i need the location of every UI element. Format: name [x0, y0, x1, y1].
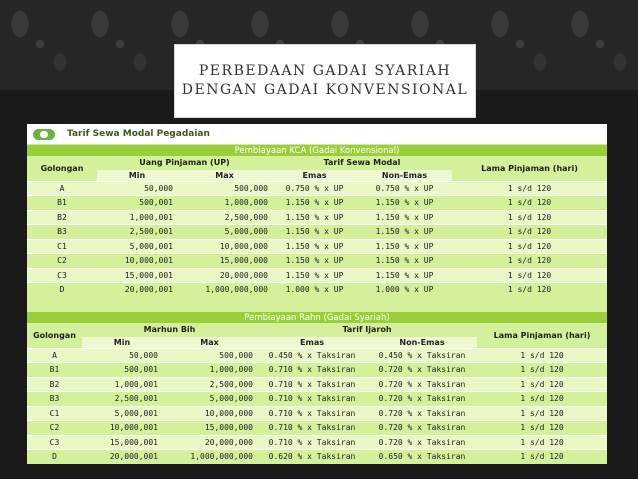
cell-golongan: A [27, 348, 82, 363]
cell-emas: 1.150 % x UP [272, 254, 357, 269]
cell-emas: 1.150 % x UP [272, 225, 357, 240]
cell-lama: 1 s/d 120 [452, 283, 607, 297]
kca-panel [27, 145, 607, 315]
cell-min: 2,500,001 [97, 225, 177, 240]
cell-emas: 0.620 % x Taksiran [257, 450, 367, 464]
cell-nonemas: 0.650 % x Taksiran [367, 450, 477, 464]
table-row [27, 181, 607, 196]
cell-max: 15,000,000 [177, 254, 272, 269]
cell-max: 10,000,000 [177, 239, 272, 254]
cell-max: 1,000,000 [177, 196, 272, 211]
cell-golongan: B1 [27, 196, 97, 211]
cell-nonemas: 1.150 % x UP [357, 239, 452, 254]
kca-sub-emas: Emas [272, 170, 357, 182]
cell-emas: 1.000 % x UP [272, 283, 357, 297]
table-row [27, 210, 607, 225]
cell-emas: 0.710 % x Taksiran [257, 406, 367, 421]
rahn-table [27, 312, 607, 464]
slide-title-box [174, 44, 476, 118]
cell-nonemas: 0.720 % x Taksiran [367, 392, 477, 407]
cell-nonemas: 1.000 % x UP [357, 283, 452, 297]
cell-min: 1,000,001 [82, 377, 162, 392]
cell-golongan: C2 [27, 254, 97, 269]
cell-max: 1,000,000,000 [177, 283, 272, 297]
rahn-col-golongan: Golongan [27, 323, 82, 348]
kca-table-body [27, 181, 607, 297]
cell-golongan: C1 [27, 406, 82, 421]
table-row [27, 239, 607, 254]
cell-lama: 1 s/d 120 [477, 363, 607, 378]
rahn-col-group1: Marhun Bih [82, 323, 257, 337]
cell-golongan: B3 [27, 225, 97, 240]
cell-emas: 1.150 % x UP [272, 268, 357, 283]
cell-min: 10,000,001 [82, 421, 162, 436]
cell-lama: 1 s/d 120 [452, 268, 607, 283]
cell-lama: 1 s/d 120 [477, 377, 607, 392]
cell-max: 20,000,000 [177, 268, 272, 283]
cell-min: 50,000 [82, 348, 162, 363]
cell-max: 5,000,000 [162, 392, 257, 407]
cell-golongan: D [27, 450, 82, 464]
app-header-title: Tarif Sewa Modal Pegadaian [67, 129, 210, 139]
kca-col-lama: Lama Pinjaman (hari) [452, 156, 607, 181]
table-row [27, 268, 607, 283]
cell-max: 15,000,000 [162, 421, 257, 436]
table-row [27, 406, 607, 421]
cell-lama: 1 s/d 120 [477, 348, 607, 363]
kca-col-group1: Uang Pinjaman (UP) [97, 156, 272, 170]
table-row [27, 363, 607, 378]
cell-nonemas: 0.720 % x Taksiran [367, 363, 477, 378]
cell-min: 2,500,001 [82, 392, 162, 407]
cell-emas: 1.150 % x UP [272, 239, 357, 254]
rahn-col-group2: Tarif Ijaroh [257, 323, 477, 337]
cell-lama: 1 s/d 120 [477, 435, 607, 450]
cell-emas: 0.710 % x Taksiran [257, 392, 367, 407]
rahn-sub-emas: Emas [257, 337, 367, 349]
table-row [27, 392, 607, 407]
cell-max: 500,000 [162, 348, 257, 363]
cell-max: 2,500,000 [177, 210, 272, 225]
kca-col-golongan: Golongan [27, 156, 97, 181]
cell-lama: 1 s/d 120 [477, 421, 607, 436]
cell-nonemas: 1.150 % x UP [357, 268, 452, 283]
table-row [27, 421, 607, 436]
cell-golongan: C3 [27, 268, 97, 283]
cell-golongan: C3 [27, 435, 82, 450]
cell-emas: 0.710 % x Taksiran [257, 435, 367, 450]
cell-min: 500,001 [82, 363, 162, 378]
cell-emas: 0.750 % x UP [272, 181, 357, 196]
cell-max: 500,000 [177, 181, 272, 196]
cell-lama: 1 s/d 120 [477, 450, 607, 464]
cell-golongan: D [27, 283, 97, 297]
app-header [27, 124, 607, 145]
rahn-sub-nonemas: Non-Emas [367, 337, 477, 349]
cell-lama: 1 s/d 120 [452, 210, 607, 225]
cell-nonemas: 1.150 % x UP [357, 254, 452, 269]
cell-min: 15,000,001 [97, 268, 177, 283]
cell-nonemas: 0.450 % x Taksiran [367, 348, 477, 363]
cell-emas: 0.710 % x Taksiran [257, 421, 367, 436]
cell-emas: 1.150 % x UP [272, 196, 357, 211]
cell-max: 20,000,000 [162, 435, 257, 450]
cell-emas: 0.710 % x Taksiran [257, 377, 367, 392]
cell-golongan: C1 [27, 239, 97, 254]
slide-title-line2: DENGAN GADAI KONVENSIONAL [181, 82, 469, 98]
cell-emas: 0.710 % x Taksiran [257, 363, 367, 378]
cell-golongan: A [27, 181, 97, 196]
cell-min: 5,000,001 [82, 406, 162, 421]
cell-min: 20,000,001 [82, 450, 162, 464]
cell-nonemas: 0.720 % x Taksiran [367, 406, 477, 421]
cell-emas: 0.450 % x Taksiran [257, 348, 367, 363]
cell-nonemas: 1.150 % x UP [357, 196, 452, 211]
cell-min: 10,000,001 [97, 254, 177, 269]
cell-golongan: B3 [27, 392, 82, 407]
rahn-section-title: Pembiayaan Rahn (Gadai Syariah) [27, 312, 607, 323]
cell-lama: 1 s/d 120 [452, 239, 607, 254]
cell-golongan: B2 [27, 377, 82, 392]
table-row [27, 196, 607, 211]
kca-sub-min: Min [97, 170, 177, 182]
cell-max: 2,500,000 [162, 377, 257, 392]
cell-min: 5,000,001 [97, 239, 177, 254]
cell-lama: 1 s/d 120 [452, 225, 607, 240]
cell-lama: 1 s/d 120 [477, 406, 607, 421]
cell-nonemas: 0.720 % x Taksiran [367, 421, 477, 436]
kca-col-group2: Tarif Sewa Modal [272, 156, 452, 170]
rahn-table-body [27, 348, 607, 464]
cell-nonemas: 1.150 % x UP [357, 210, 452, 225]
rahn-sub-min: Min [82, 337, 162, 349]
slide-title-line1: PERBEDAAN GADAI SYARIAH [198, 63, 452, 79]
cell-min: 20,000,001 [97, 283, 177, 297]
cell-golongan: B2 [27, 210, 97, 225]
cell-min: 50,000 [97, 181, 177, 196]
kca-sub-max: Max [177, 170, 272, 182]
cell-max: 1,000,000,000 [162, 450, 257, 464]
cell-emas: 1.150 % x UP [272, 210, 357, 225]
cell-min: 15,000,001 [82, 435, 162, 450]
slide-content [27, 124, 607, 464]
pegadaian-logo-icon [33, 129, 55, 140]
cell-nonemas: 0.720 % x Taksiran [367, 435, 477, 450]
cell-golongan: B1 [27, 363, 82, 378]
cell-max: 5,000,000 [177, 225, 272, 240]
table-row [27, 283, 607, 297]
kca-sub-nonemas: Non-Emas [357, 170, 452, 182]
cell-lama: 1 s/d 120 [477, 392, 607, 407]
table-row [27, 450, 607, 464]
table-row [27, 348, 607, 363]
table-row [27, 254, 607, 269]
table-row [27, 435, 607, 450]
cell-min: 1,000,001 [97, 210, 177, 225]
rahn-sub-max: Max [162, 337, 257, 349]
cell-max: 10,000,000 [162, 406, 257, 421]
rahn-col-lama: Lama Pinjaman (hari) [477, 323, 607, 348]
cell-min: 500,001 [97, 196, 177, 211]
kca-table [27, 145, 607, 297]
rahn-panel [27, 312, 607, 464]
cell-nonemas: 0.720 % x Taksiran [367, 377, 477, 392]
cell-nonemas: 0.750 % x UP [357, 181, 452, 196]
cell-lama: 1 s/d 120 [452, 254, 607, 269]
kca-section-title: Pembiayaan KCA (Gadai Konvensional) [27, 145, 607, 156]
cell-max: 1,000,000 [162, 363, 257, 378]
cell-lama: 1 s/d 120 [452, 181, 607, 196]
table-row [27, 377, 607, 392]
cell-golongan: C2 [27, 421, 82, 436]
table-row [27, 225, 607, 240]
cell-lama: 1 s/d 120 [452, 196, 607, 211]
cell-nonemas: 1.150 % x UP [357, 225, 452, 240]
